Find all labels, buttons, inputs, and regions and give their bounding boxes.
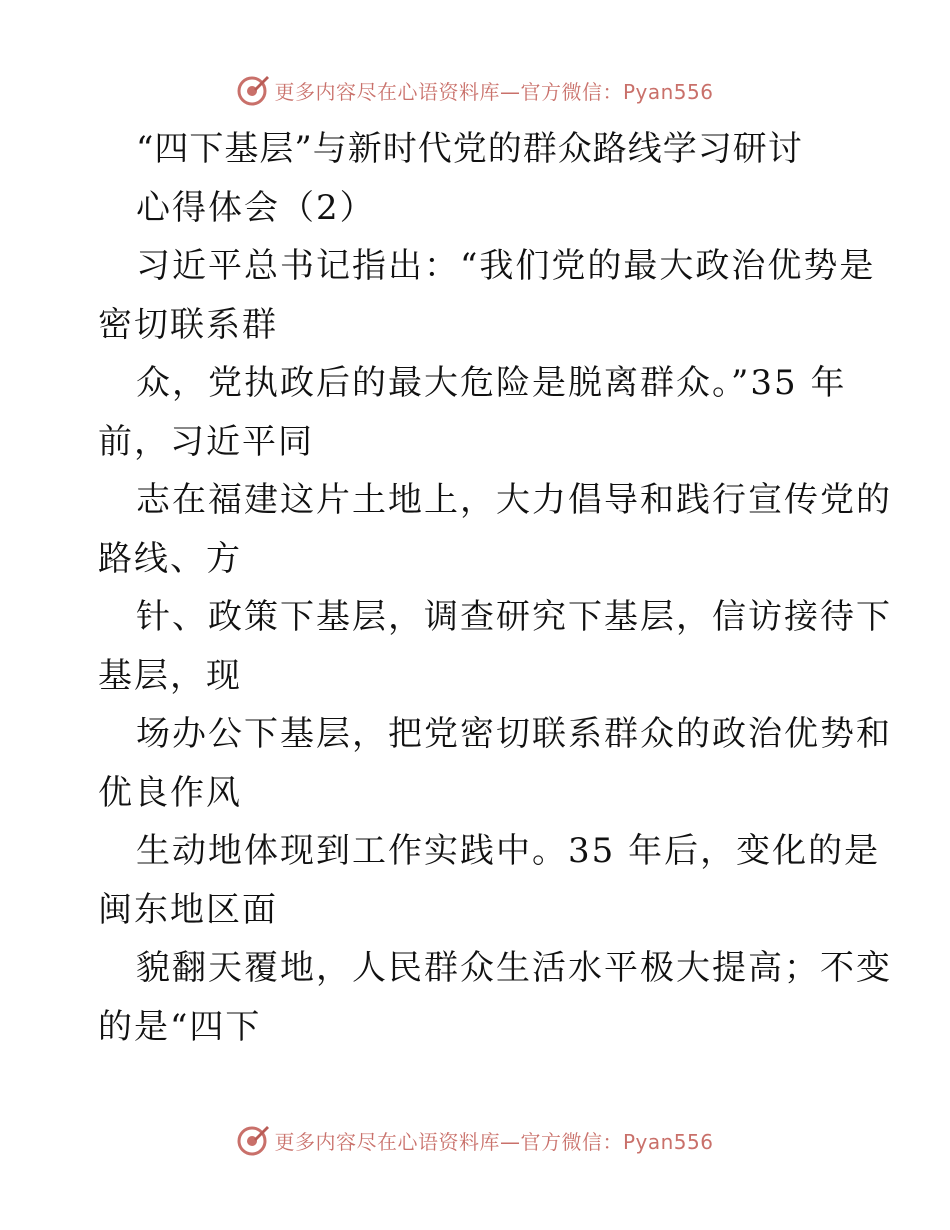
paragraph-line: 场办公下基层，把党密切联系群众的政治优势和	[136, 714, 892, 754]
document-body	[98, 120, 892, 1056]
paragraph-line: 基层，现	[98, 655, 242, 696]
paragraph-line: 志在福建这片土地上，大力倡导和践行宣传党的	[136, 480, 892, 520]
paragraph-line: 路线、方	[98, 538, 242, 579]
paragraph-line: 生动地体现到工作实践中。35 年后，变化的是	[136, 831, 881, 871]
paragraph-line: 优良作风	[98, 772, 242, 813]
paragraph-line: 针、政策下基层，调查研究下基层，信访接待下	[136, 597, 892, 637]
footer-watermark	[0, 1120, 950, 1160]
paragraph-line: 前，习近平同	[98, 421, 314, 462]
quill-logo-icon	[236, 1123, 270, 1157]
document-title: “四下基层”与新时代党的群众路线学习研讨	[136, 129, 803, 169]
header-watermark	[0, 70, 950, 110]
paragraph-line: 闽东地区面	[98, 889, 278, 930]
document-subtitle: 心得体会（2）	[136, 187, 376, 228]
paragraph-line: 众，党执政后的最大危险是脱离群众。”35 年	[136, 363, 847, 403]
paragraph-line: 习近平总书记指出：“我们党的最大政治优势是	[136, 246, 876, 286]
paragraph-line: 貌翻天覆地，人民群众生活水平极大提高；不变	[136, 948, 892, 988]
watermark-text: 更多内容尽在心语资料库—官方微信：Pyan556	[274, 1129, 714, 1154]
paragraph-line: 密切联系群	[98, 304, 278, 345]
paragraph-line: 的是“四下	[98, 1006, 262, 1047]
quill-logo-icon	[236, 73, 270, 107]
watermark-text: 更多内容尽在心语资料库—官方微信：Pyan556	[274, 79, 714, 104]
